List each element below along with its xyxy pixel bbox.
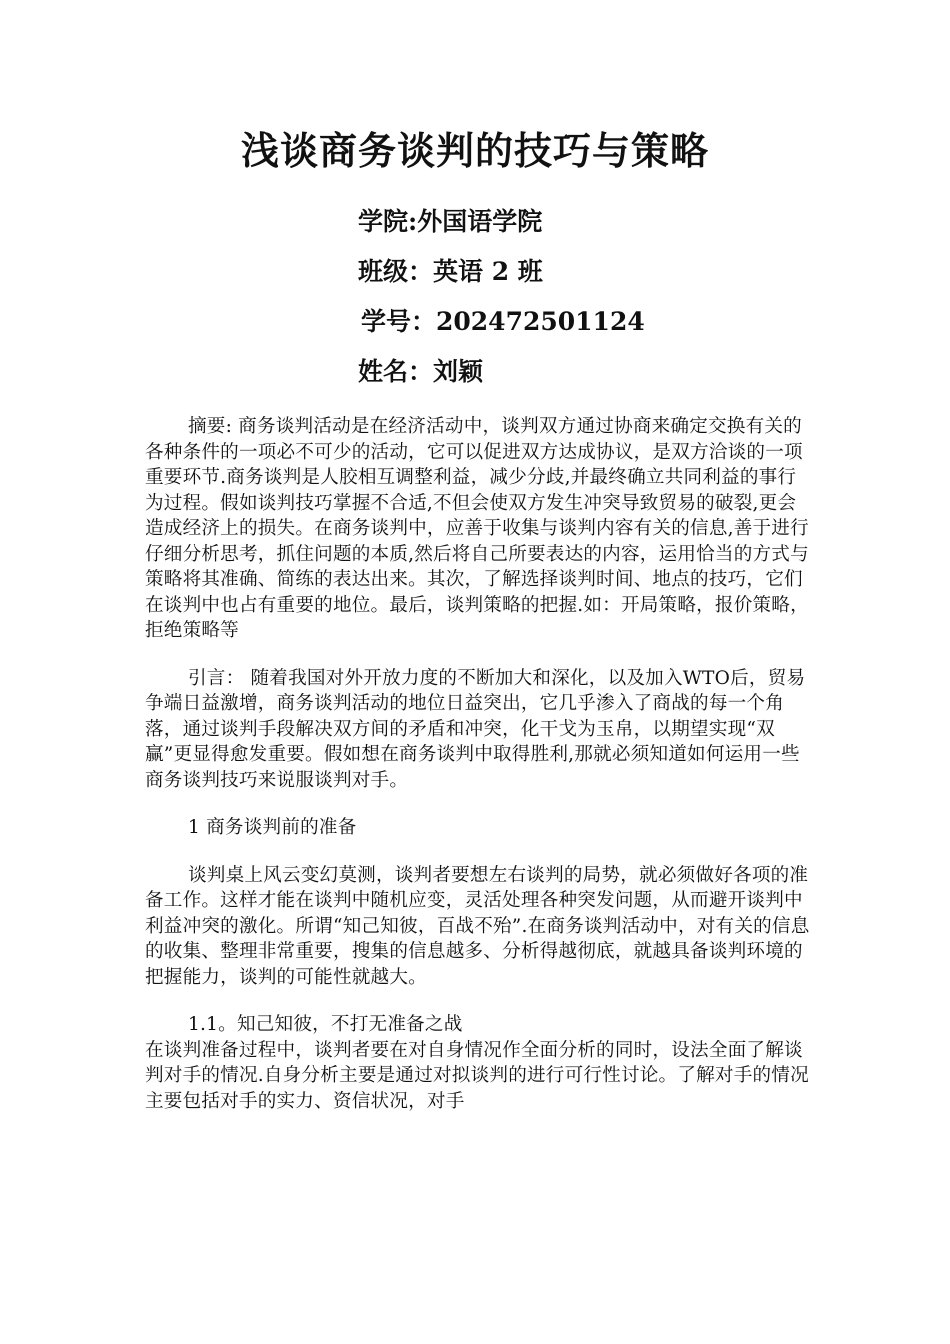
subsection-1-1-paragraph: 在谈判准备过程中，谈判者要在对自身情况作全面分析的同时，设法全面了解谈判对手的情况.自身分析主要是通过对拟谈判的进行可行性讨论。了解对手的情况主要包括对手的实力、资信状况，对手 — [145, 1039, 809, 1112]
section-heading-1: 1 商务谈判前的准备 — [188, 817, 357, 838]
student-id-line: 学号：202472501124 — [361, 307, 645, 336]
document-title: 浅谈商务谈判的技巧与策略 — [240, 128, 709, 173]
author-info — [358, 198, 878, 398]
subsection-heading-1-1: 1.1。知己知彼，不打无准备之战 — [188, 1014, 463, 1035]
college-line: 学院:外国语学院 — [358, 207, 543, 236]
document-body — [145, 414, 813, 1114]
section-1-paragraph: 谈判桌上风云变幻莫测，谈判者要想左右谈判的局势，就必须做好各项的准备工作。这样才能在谈判中随机应变，灵活处理各种突发问题，从而避开谈判中利益冲突的激化。所谓“知己知彼，百战不殆”.在商务谈判活动中，对有关的信息的收集、整理非常重要，搜集的信息越多、分析得越彻底，就越具备谈判环境的把握能力，谈判的可能性就越大。 — [145, 864, 810, 988]
class-line: 班级：英语 2 班 — [358, 257, 543, 286]
introduction-paragraph: 引言： 随着我国对外开放力度的不断加大和深化，以及加入WTO后，贸易争端日益激增，商务谈判活动的地位日益突出，它几乎渗入了商战的每一个角落，通过谈判手段解决双方间的矛盾和冲突，化干戈为玉帛，以期望实现“双赢”更显得愈发重要。假如想在商务谈判中取得胜利,那就必须知道如何运用一些商务谈判技巧来说服谈判对手。 — [145, 667, 806, 791]
abstract-paragraph: 摘要: 商务谈判活动是在经济活动中，谈判双方通过协商来确定交换有关的各种条件的一项必不可少的活动，它可以促进双方达成协议，是双方洽谈的一项重要环节.商务谈判是人胶相互调整利益，减少分歧,并最终确立共同利益的事行为过程。假如谈判技巧掌握不合适,不但会使双方发生冲突导致贸易的破裂,更会造成经济上的损失。在商务谈判中，应善于收集与谈判内容有关的信息,善于进行仔细分析思考，抓住问题的本质,然后将自己所要表达的内容，运用恰当的方式与策略将其准确、简练的表达出来。其次，了解选择谈判时间、地点的技巧，它们在谈判中也占有重要的地位。最后，谈判策略的把握.如：开局策略，报价策略，拒绝策略等 — [145, 416, 809, 641]
name-line: 姓名：刘颖 — [358, 357, 484, 386]
